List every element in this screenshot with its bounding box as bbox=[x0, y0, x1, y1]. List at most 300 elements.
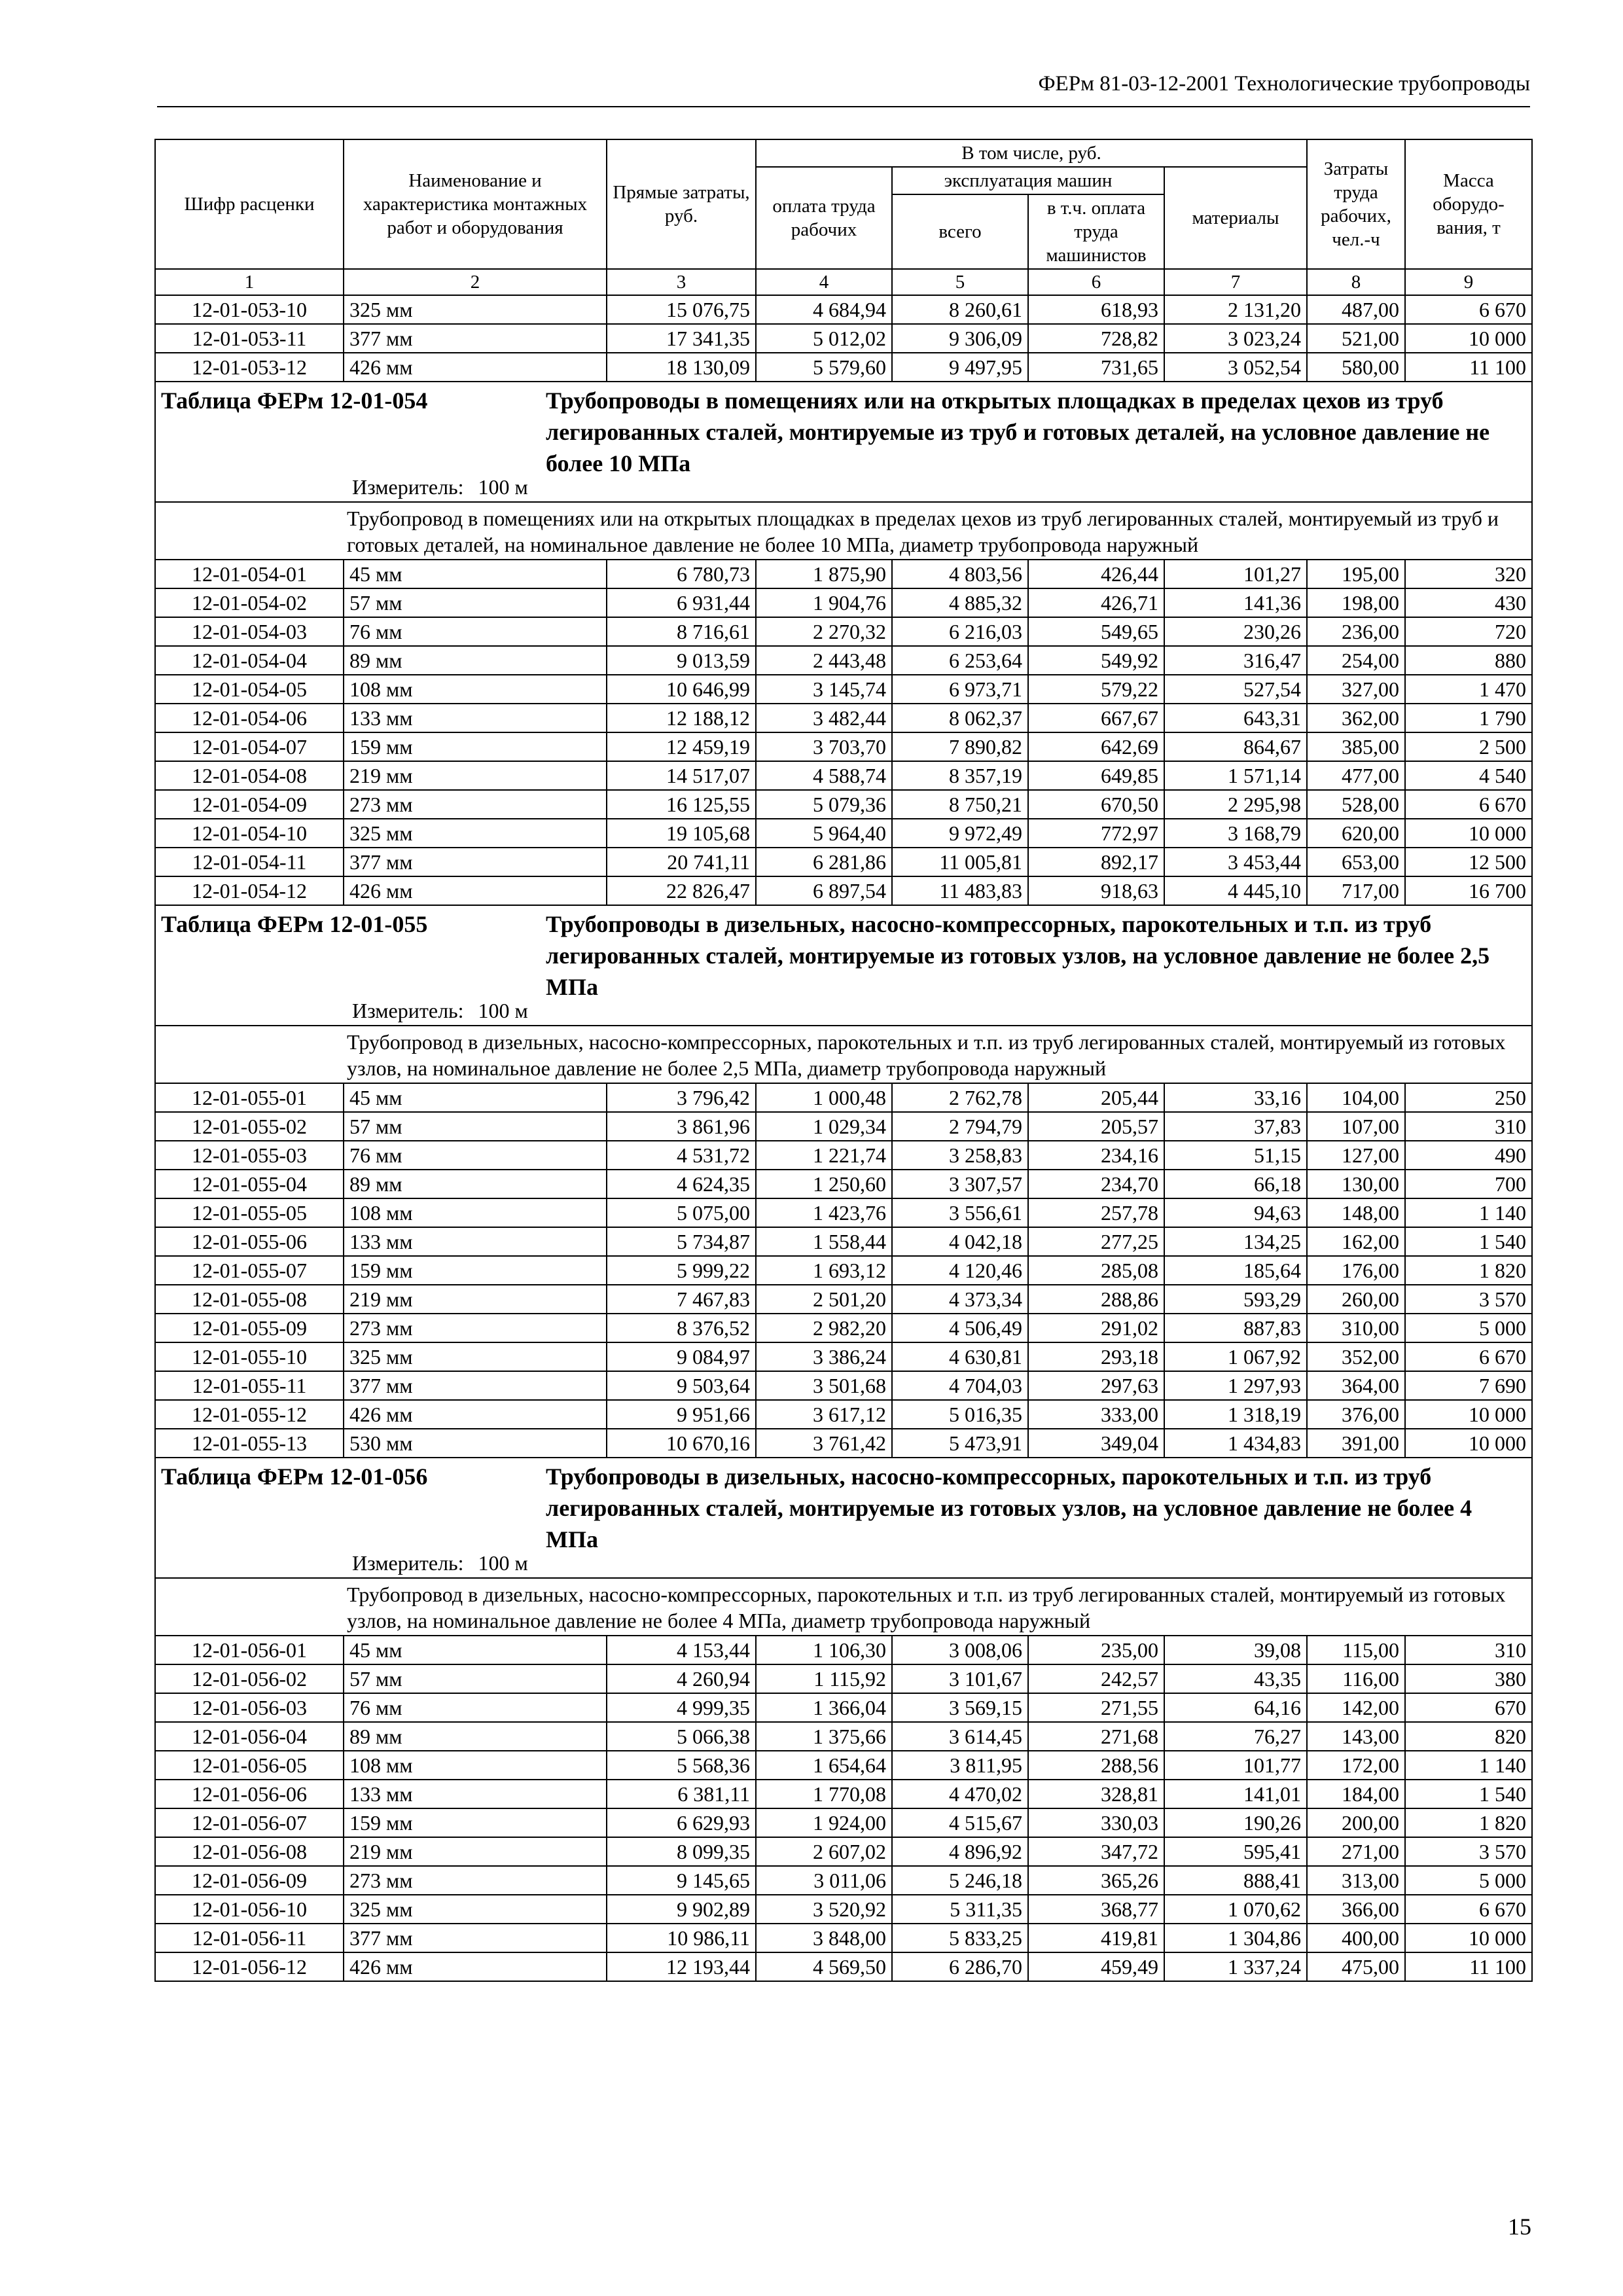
cell-equipment-mass: 6 670 bbox=[1405, 790, 1532, 819]
table-row bbox=[155, 324, 1532, 353]
cell-machines-total: 3 258,83 bbox=[892, 1141, 1028, 1170]
cell-direct-costs: 6 931,44 bbox=[607, 588, 756, 617]
cell-equipment-mass: 430 bbox=[1405, 588, 1532, 617]
cell-equipment-mass: 1 140 bbox=[1405, 1751, 1532, 1780]
cell-name: 273 мм bbox=[344, 1314, 607, 1342]
cell-direct-costs: 12 188,12 bbox=[607, 704, 756, 732]
cell-labor-pay: 6 897,54 bbox=[756, 876, 892, 905]
table-row bbox=[155, 1895, 1532, 1924]
cell-machinists-pay: 365,26 bbox=[1028, 1866, 1164, 1895]
table-row bbox=[155, 1112, 1532, 1141]
cell-labor-pay: 1 558,44 bbox=[756, 1227, 892, 1256]
cell-materials: 64,16 bbox=[1164, 1693, 1307, 1722]
cell-code: 12-01-056-07 bbox=[155, 1808, 344, 1837]
cell-machinists-pay: 426,44 bbox=[1028, 560, 1164, 588]
cell-labor-hours: 116,00 bbox=[1307, 1664, 1405, 1693]
cell-equipment-mass: 6 670 bbox=[1405, 1342, 1532, 1371]
table-row bbox=[155, 1780, 1532, 1808]
cell-labor-pay: 1 654,64 bbox=[756, 1751, 892, 1780]
cell-materials: 94,63 bbox=[1164, 1198, 1307, 1227]
cell-labor-hours: 310,00 bbox=[1307, 1314, 1405, 1342]
cell-name: 133 мм bbox=[344, 1780, 607, 1808]
col-header-total: всего bbox=[892, 194, 1028, 269]
table-row bbox=[155, 876, 1532, 905]
cell-name: 377 мм bbox=[344, 1924, 607, 1952]
cell-machines-total: 11 483,83 bbox=[892, 876, 1028, 905]
cell-equipment-mass: 5 000 bbox=[1405, 1314, 1532, 1342]
cell-equipment-mass: 10 000 bbox=[1405, 819, 1532, 848]
cell-labor-pay: 3 520,92 bbox=[756, 1895, 892, 1924]
cell-machines-total: 5 473,91 bbox=[892, 1429, 1028, 1458]
table-row bbox=[155, 1256, 1532, 1285]
cell-machinists-pay: 235,00 bbox=[1028, 1636, 1164, 1664]
cell-direct-costs: 3 861,96 bbox=[607, 1112, 756, 1141]
cell-labor-hours: 620,00 bbox=[1307, 819, 1405, 848]
cell-labor-pay: 2 270,32 bbox=[756, 617, 892, 646]
section-title: Трубопроводы в помещениях или на открытых площадках в пределах цехов из труб легированных сталей, монтируемые из труб и готовых деталей, на условное давление не более 10 МПа bbox=[546, 387, 1490, 476]
cell-direct-costs: 9 902,89 bbox=[607, 1895, 756, 1924]
cell-labor-pay: 2 443,48 bbox=[756, 646, 892, 675]
cell-labor-hours: 376,00 bbox=[1307, 1400, 1405, 1429]
meter-label: Измеритель: bbox=[352, 999, 464, 1022]
cell-equipment-mass: 720 bbox=[1405, 617, 1532, 646]
cell-labor-hours: 162,00 bbox=[1307, 1227, 1405, 1256]
cell-name: 325 мм bbox=[344, 1342, 607, 1371]
cell-machines-total: 3 811,95 bbox=[892, 1751, 1028, 1780]
cell-materials: 101,27 bbox=[1164, 560, 1307, 588]
cell-machinists-pay: 347,72 bbox=[1028, 1837, 1164, 1866]
cell-machinists-pay: 288,86 bbox=[1028, 1285, 1164, 1314]
cell-equipment-mass: 5 000 bbox=[1405, 1866, 1532, 1895]
cell-labor-pay: 3 617,12 bbox=[756, 1400, 892, 1429]
cell-equipment-mass: 1 540 bbox=[1405, 1780, 1532, 1808]
cell-labor-hours: 172,00 bbox=[1307, 1751, 1405, 1780]
cell-code: 12-01-056-09 bbox=[155, 1866, 344, 1895]
cell-direct-costs: 4 531,72 bbox=[607, 1141, 756, 1170]
cell-materials: 3 023,24 bbox=[1164, 324, 1307, 353]
section-title-cell bbox=[155, 382, 1532, 502]
cell-machines-total: 2 762,78 bbox=[892, 1083, 1028, 1112]
cell-code: 12-01-056-11 bbox=[155, 1924, 344, 1952]
cell-machines-total: 4 630,81 bbox=[892, 1342, 1028, 1371]
section-title: Трубопроводы в дизельных, насосно-компрессорных, парокотельных и т.п. из труб легированных сталей, монтируемые из готовых узлов, на условное давление не более 4 МПа bbox=[546, 1463, 1472, 1552]
cell-materials: 2 131,20 bbox=[1164, 295, 1307, 324]
cell-labor-hours: 580,00 bbox=[1307, 353, 1405, 382]
cell-code: 12-01-055-05 bbox=[155, 1198, 344, 1227]
cell-machines-total: 2 794,79 bbox=[892, 1112, 1028, 1141]
cell-materials: 643,31 bbox=[1164, 704, 1307, 732]
table-row bbox=[155, 1141, 1532, 1170]
cell-labor-pay: 1 770,08 bbox=[756, 1780, 892, 1808]
cell-machines-total: 5 833,25 bbox=[892, 1924, 1028, 1952]
section-meter bbox=[352, 1550, 543, 1576]
col-header-machines: эксплуатация машин bbox=[892, 167, 1164, 194]
cell-labor-pay: 1 029,34 bbox=[756, 1112, 892, 1141]
cell-labor-hours: 717,00 bbox=[1307, 876, 1405, 905]
cell-equipment-mass: 320 bbox=[1405, 560, 1532, 588]
cell-name: 108 мм bbox=[344, 675, 607, 704]
cell-name: 273 мм bbox=[344, 1866, 607, 1895]
cell-machinists-pay: 234,16 bbox=[1028, 1141, 1164, 1170]
cell-direct-costs: 8 376,52 bbox=[607, 1314, 756, 1342]
table-row bbox=[155, 1722, 1532, 1751]
cell-direct-costs: 9 503,64 bbox=[607, 1371, 756, 1400]
cell-machinists-pay: 205,57 bbox=[1028, 1112, 1164, 1141]
cell-machines-total: 6 216,03 bbox=[892, 617, 1028, 646]
cell-name: 45 мм bbox=[344, 1636, 607, 1664]
cell-machinists-pay: 892,17 bbox=[1028, 848, 1164, 876]
cell-machines-total: 5 246,18 bbox=[892, 1866, 1028, 1895]
cell-labor-hours: 313,00 bbox=[1307, 1866, 1405, 1895]
cell-machines-total: 3 556,61 bbox=[892, 1198, 1028, 1227]
cell-labor-hours: 107,00 bbox=[1307, 1112, 1405, 1141]
cell-labor-hours: 260,00 bbox=[1307, 1285, 1405, 1314]
cell-machinists-pay: 349,04 bbox=[1028, 1429, 1164, 1458]
cell-machinists-pay: 459,49 bbox=[1028, 1952, 1164, 1981]
cell-direct-costs: 10 986,11 bbox=[607, 1924, 756, 1952]
col-header-labor: оплата труда рабочих bbox=[756, 167, 892, 269]
cell-machines-total: 4 120,46 bbox=[892, 1256, 1028, 1285]
cell-materials: 1 318,19 bbox=[1164, 1400, 1307, 1429]
col-number: 2 bbox=[344, 269, 607, 295]
table-row bbox=[155, 732, 1532, 761]
cell-name: 57 мм bbox=[344, 1112, 607, 1141]
section-description: Трубопровод в помещениях или на открытых площадках в пределах цехов из труб легированных сталей, монтируемый из труб и готовых деталей, на номинальное давление не более 10 МПа, диаметр трубопровода наружный bbox=[155, 502, 1532, 560]
cell-labor-hours: 104,00 bbox=[1307, 1083, 1405, 1112]
cell-labor-pay: 3 761,42 bbox=[756, 1429, 892, 1458]
section-title-cell bbox=[155, 1458, 1532, 1578]
cell-code: 12-01-056-02 bbox=[155, 1664, 344, 1693]
cell-labor-pay: 1 875,90 bbox=[756, 560, 892, 588]
cell-code: 12-01-054-09 bbox=[155, 790, 344, 819]
table-row bbox=[155, 1924, 1532, 1952]
cell-code: 12-01-055-07 bbox=[155, 1256, 344, 1285]
cell-code: 12-01-053-11 bbox=[155, 324, 344, 353]
cell-materials: 51,15 bbox=[1164, 1141, 1307, 1170]
cell-labor-pay: 3 848,00 bbox=[756, 1924, 892, 1952]
meter-value: 100 м bbox=[478, 1551, 528, 1575]
col-number: 3 bbox=[607, 269, 756, 295]
page-number: 15 bbox=[1508, 2214, 1531, 2240]
cell-materials: 3 052,54 bbox=[1164, 353, 1307, 382]
cell-name: 133 мм bbox=[344, 1227, 607, 1256]
cell-labor-pay: 6 281,86 bbox=[756, 848, 892, 876]
table-row bbox=[155, 1371, 1532, 1400]
table-row bbox=[155, 1808, 1532, 1837]
cell-machines-total: 5 016,35 bbox=[892, 1400, 1028, 1429]
cell-machinists-pay: 271,68 bbox=[1028, 1722, 1164, 1751]
table-row bbox=[155, 1400, 1532, 1429]
cell-labor-pay: 5 079,36 bbox=[756, 790, 892, 819]
cell-materials: 39,08 bbox=[1164, 1636, 1307, 1664]
cell-name: 159 мм bbox=[344, 1808, 607, 1837]
cell-machinists-pay: 649,85 bbox=[1028, 761, 1164, 790]
cell-code: 12-01-055-09 bbox=[155, 1314, 344, 1342]
cell-equipment-mass: 670 bbox=[1405, 1693, 1532, 1722]
cell-direct-costs: 18 130,09 bbox=[607, 353, 756, 382]
cell-equipment-mass: 10 000 bbox=[1405, 324, 1532, 353]
cell-equipment-mass: 2 500 bbox=[1405, 732, 1532, 761]
table-row bbox=[155, 1751, 1532, 1780]
cell-machinists-pay: 277,25 bbox=[1028, 1227, 1164, 1256]
cell-direct-costs: 15 076,75 bbox=[607, 295, 756, 324]
cell-labor-hours: 198,00 bbox=[1307, 588, 1405, 617]
cell-code: 12-01-054-08 bbox=[155, 761, 344, 790]
cell-machinists-pay: 257,78 bbox=[1028, 1198, 1164, 1227]
cell-machines-total: 4 515,67 bbox=[892, 1808, 1028, 1837]
cell-materials: 1 337,24 bbox=[1164, 1952, 1307, 1981]
cell-labor-pay: 3 011,06 bbox=[756, 1866, 892, 1895]
cell-materials: 527,54 bbox=[1164, 675, 1307, 704]
cell-labor-pay: 3 386,24 bbox=[756, 1342, 892, 1371]
cell-machinists-pay: 731,65 bbox=[1028, 353, 1164, 382]
cell-materials: 37,83 bbox=[1164, 1112, 1307, 1141]
cell-machinists-pay: 549,92 bbox=[1028, 646, 1164, 675]
cell-labor-hours: 271,00 bbox=[1307, 1837, 1405, 1866]
table-row bbox=[155, 353, 1532, 382]
col-header-materials: материалы bbox=[1164, 167, 1307, 269]
table-row bbox=[155, 1693, 1532, 1722]
cell-machinists-pay: 297,63 bbox=[1028, 1371, 1164, 1400]
cell-direct-costs: 22 826,47 bbox=[607, 876, 756, 905]
cell-direct-costs: 8 099,35 bbox=[607, 1837, 756, 1866]
cell-labor-hours: 528,00 bbox=[1307, 790, 1405, 819]
cell-materials: 141,01 bbox=[1164, 1780, 1307, 1808]
cell-labor-hours: 487,00 bbox=[1307, 295, 1405, 324]
table-row bbox=[155, 704, 1532, 732]
cell-materials: 230,26 bbox=[1164, 617, 1307, 646]
cell-name: 159 мм bbox=[344, 732, 607, 761]
cell-direct-costs: 10 670,16 bbox=[607, 1429, 756, 1458]
cell-equipment-mass: 820 bbox=[1405, 1722, 1532, 1751]
cell-machines-total: 8 357,19 bbox=[892, 761, 1028, 790]
section-title-row bbox=[155, 905, 1532, 1026]
cell-direct-costs: 4 624,35 bbox=[607, 1170, 756, 1198]
cell-code: 12-01-053-12 bbox=[155, 353, 344, 382]
cell-labor-hours: 327,00 bbox=[1307, 675, 1405, 704]
cell-machinists-pay: 205,44 bbox=[1028, 1083, 1164, 1112]
cell-machinists-pay: 328,81 bbox=[1028, 1780, 1164, 1808]
cell-equipment-mass: 10 000 bbox=[1405, 1400, 1532, 1429]
table-row bbox=[155, 646, 1532, 675]
section-title-row bbox=[155, 1458, 1532, 1578]
cell-code: 12-01-055-02 bbox=[155, 1112, 344, 1141]
cell-equipment-mass: 4 540 bbox=[1405, 761, 1532, 790]
section-title-block bbox=[161, 906, 1526, 1025]
cell-code: 12-01-055-08 bbox=[155, 1285, 344, 1314]
cell-labor-pay: 4 588,74 bbox=[756, 761, 892, 790]
section-title: Трубопроводы в дизельных, насосно-компрессорных, парокотельных и т.п. из труб легированных сталей, монтируемые из готовых узлов, на условное давление не более 2,5 МПа bbox=[546, 911, 1490, 1000]
cell-equipment-mass: 1 540 bbox=[1405, 1227, 1532, 1256]
table-row bbox=[155, 1837, 1532, 1866]
cell-labor-pay: 1 000,48 bbox=[756, 1083, 892, 1112]
cell-name: 76 мм bbox=[344, 1693, 607, 1722]
table-row bbox=[155, 1083, 1532, 1112]
cell-machines-total: 3 569,15 bbox=[892, 1693, 1028, 1722]
cell-machines-total: 11 005,81 bbox=[892, 848, 1028, 876]
cell-materials: 1 297,93 bbox=[1164, 1371, 1307, 1400]
cell-direct-costs: 17 341,35 bbox=[607, 324, 756, 353]
cell-labor-pay: 4 569,50 bbox=[756, 1952, 892, 1981]
cell-machinists-pay: 293,18 bbox=[1028, 1342, 1164, 1371]
cell-labor-pay: 4 684,94 bbox=[756, 295, 892, 324]
cell-code: 12-01-054-10 bbox=[155, 819, 344, 848]
cell-direct-costs: 8 716,61 bbox=[607, 617, 756, 646]
section-description-row bbox=[155, 1578, 1532, 1636]
table-row bbox=[155, 1866, 1532, 1895]
cell-direct-costs: 5 066,38 bbox=[607, 1722, 756, 1751]
cell-equipment-mass: 880 bbox=[1405, 646, 1532, 675]
cell-code: 12-01-056-01 bbox=[155, 1636, 344, 1664]
cell-labor-hours: 521,00 bbox=[1307, 324, 1405, 353]
cell-materials: 3 453,44 bbox=[1164, 848, 1307, 876]
cell-name: 325 мм bbox=[344, 819, 607, 848]
cell-equipment-mass: 1 470 bbox=[1405, 675, 1532, 704]
meter-label: Измеритель: bbox=[352, 475, 464, 499]
cell-materials: 1 434,83 bbox=[1164, 1429, 1307, 1458]
cell-equipment-mass: 700 bbox=[1405, 1170, 1532, 1198]
col-number: 7 bbox=[1164, 269, 1307, 295]
table-row bbox=[155, 560, 1532, 588]
cell-machines-total: 8 750,21 bbox=[892, 790, 1028, 819]
cell-labor-pay: 3 145,74 bbox=[756, 675, 892, 704]
cell-name: 45 мм bbox=[344, 560, 607, 588]
cell-name: 89 мм bbox=[344, 1722, 607, 1751]
cell-machines-total: 6 253,64 bbox=[892, 646, 1028, 675]
cell-machines-total: 8 260,61 bbox=[892, 295, 1028, 324]
cell-labor-hours: 475,00 bbox=[1307, 1952, 1405, 1981]
cell-code: 12-01-056-03 bbox=[155, 1693, 344, 1722]
cell-name: 89 мм bbox=[344, 646, 607, 675]
cell-machines-total: 9 972,49 bbox=[892, 819, 1028, 848]
cell-materials: 1 571,14 bbox=[1164, 761, 1307, 790]
table-row bbox=[155, 1664, 1532, 1693]
table-row bbox=[155, 1429, 1532, 1458]
cell-direct-costs: 5 075,00 bbox=[607, 1198, 756, 1227]
cell-materials: 76,27 bbox=[1164, 1722, 1307, 1751]
cell-labor-hours: 391,00 bbox=[1307, 1429, 1405, 1458]
cell-machines-total: 4 042,18 bbox=[892, 1227, 1028, 1256]
cell-code: 12-01-054-07 bbox=[155, 732, 344, 761]
section-meter bbox=[352, 474, 543, 500]
cell-code: 12-01-056-12 bbox=[155, 1952, 344, 1981]
cell-materials: 101,77 bbox=[1164, 1751, 1307, 1780]
cell-machinists-pay: 330,03 bbox=[1028, 1808, 1164, 1837]
cell-labor-pay: 1 904,76 bbox=[756, 588, 892, 617]
cell-machinists-pay: 234,70 bbox=[1028, 1170, 1164, 1198]
cell-equipment-mass: 310 bbox=[1405, 1636, 1532, 1664]
cell-name: 76 мм bbox=[344, 617, 607, 646]
cell-machines-total: 3 307,57 bbox=[892, 1170, 1028, 1198]
cell-equipment-mass: 380 bbox=[1405, 1664, 1532, 1693]
cell-machinists-pay: 918,63 bbox=[1028, 876, 1164, 905]
cell-name: 426 мм bbox=[344, 1952, 607, 1981]
cell-direct-costs: 7 467,83 bbox=[607, 1285, 756, 1314]
cell-labor-hours: 352,00 bbox=[1307, 1342, 1405, 1371]
cell-materials: 2 295,98 bbox=[1164, 790, 1307, 819]
cell-machinists-pay: 728,82 bbox=[1028, 324, 1164, 353]
cell-labor-pay: 1 693,12 bbox=[756, 1256, 892, 1285]
table-row bbox=[155, 1285, 1532, 1314]
col-number: 1 bbox=[155, 269, 344, 295]
cell-materials: 864,67 bbox=[1164, 732, 1307, 761]
cell-direct-costs: 5 568,36 bbox=[607, 1751, 756, 1780]
cell-machines-total: 4 470,02 bbox=[892, 1780, 1028, 1808]
cell-labor-hours: 653,00 bbox=[1307, 848, 1405, 876]
cell-materials: 3 168,79 bbox=[1164, 819, 1307, 848]
cell-labor-hours: 130,00 bbox=[1307, 1170, 1405, 1198]
cell-direct-costs: 6 629,93 bbox=[607, 1808, 756, 1837]
cell-labor-hours: 236,00 bbox=[1307, 617, 1405, 646]
cell-equipment-mass: 490 bbox=[1405, 1141, 1532, 1170]
cell-machines-total: 4 373,34 bbox=[892, 1285, 1028, 1314]
cell-labor-pay: 1 366,04 bbox=[756, 1693, 892, 1722]
cell-machinists-pay: 670,50 bbox=[1028, 790, 1164, 819]
table-row bbox=[155, 819, 1532, 848]
cell-machinists-pay: 642,69 bbox=[1028, 732, 1164, 761]
cell-name: 133 мм bbox=[344, 704, 607, 732]
cell-name: 57 мм bbox=[344, 588, 607, 617]
cell-machinists-pay: 333,00 bbox=[1028, 1400, 1164, 1429]
cell-machines-total: 3 008,06 bbox=[892, 1636, 1028, 1664]
cell-materials: 33,16 bbox=[1164, 1083, 1307, 1112]
cell-labor-pay: 2 501,20 bbox=[756, 1285, 892, 1314]
cell-direct-costs: 12 193,44 bbox=[607, 1952, 756, 1981]
cell-code: 12-01-056-05 bbox=[155, 1751, 344, 1780]
cell-labor-hours: 362,00 bbox=[1307, 704, 1405, 732]
cell-equipment-mass: 1 820 bbox=[1405, 1256, 1532, 1285]
cell-materials: 4 445,10 bbox=[1164, 876, 1307, 905]
header-row-1 bbox=[155, 139, 1532, 167]
cell-machines-total: 6 286,70 bbox=[892, 1952, 1028, 1981]
cell-code: 12-01-056-10 bbox=[155, 1895, 344, 1924]
cell-code: 12-01-055-06 bbox=[155, 1227, 344, 1256]
cell-equipment-mass: 12 500 bbox=[1405, 848, 1532, 876]
cell-labor-hours: 127,00 bbox=[1307, 1141, 1405, 1170]
table-row bbox=[155, 790, 1532, 819]
meter-label: Измеритель: bbox=[352, 1551, 464, 1575]
col-header-incl-wages: в т.ч. оплата труда машинистов bbox=[1028, 194, 1164, 269]
header-rule bbox=[157, 106, 1530, 107]
cell-labor-hours: 400,00 bbox=[1307, 1924, 1405, 1952]
cell-code: 12-01-056-06 bbox=[155, 1780, 344, 1808]
cell-direct-costs: 6 780,73 bbox=[607, 560, 756, 588]
cell-labor-hours: 176,00 bbox=[1307, 1256, 1405, 1285]
cell-labor-pay: 1 115,92 bbox=[756, 1664, 892, 1693]
cell-equipment-mass: 3 570 bbox=[1405, 1285, 1532, 1314]
table-row bbox=[155, 1198, 1532, 1227]
cell-direct-costs: 3 796,42 bbox=[607, 1083, 756, 1112]
cell-materials: 888,41 bbox=[1164, 1866, 1307, 1895]
cell-labor-pay: 3 482,44 bbox=[756, 704, 892, 732]
cell-equipment-mass: 11 100 bbox=[1405, 353, 1532, 382]
cell-machines-total: 7 890,82 bbox=[892, 732, 1028, 761]
cell-code: 12-01-055-03 bbox=[155, 1141, 344, 1170]
cell-machinists-pay: 368,77 bbox=[1028, 1895, 1164, 1924]
cell-direct-costs: 19 105,68 bbox=[607, 819, 756, 848]
cell-labor-pay: 2 607,02 bbox=[756, 1837, 892, 1866]
col-header-incl: В том числе, руб. bbox=[756, 139, 1307, 167]
table-row bbox=[155, 675, 1532, 704]
table-row bbox=[155, 848, 1532, 876]
cell-materials: 190,26 bbox=[1164, 1808, 1307, 1837]
section-title-row bbox=[155, 382, 1532, 502]
section-label: Таблица ФЕРм 12-01-055 bbox=[161, 911, 428, 937]
cell-name: 89 мм bbox=[344, 1170, 607, 1198]
cell-machinists-pay: 618,93 bbox=[1028, 295, 1164, 324]
cell-direct-costs: 4 153,44 bbox=[607, 1636, 756, 1664]
cell-machines-total: 9 306,09 bbox=[892, 324, 1028, 353]
